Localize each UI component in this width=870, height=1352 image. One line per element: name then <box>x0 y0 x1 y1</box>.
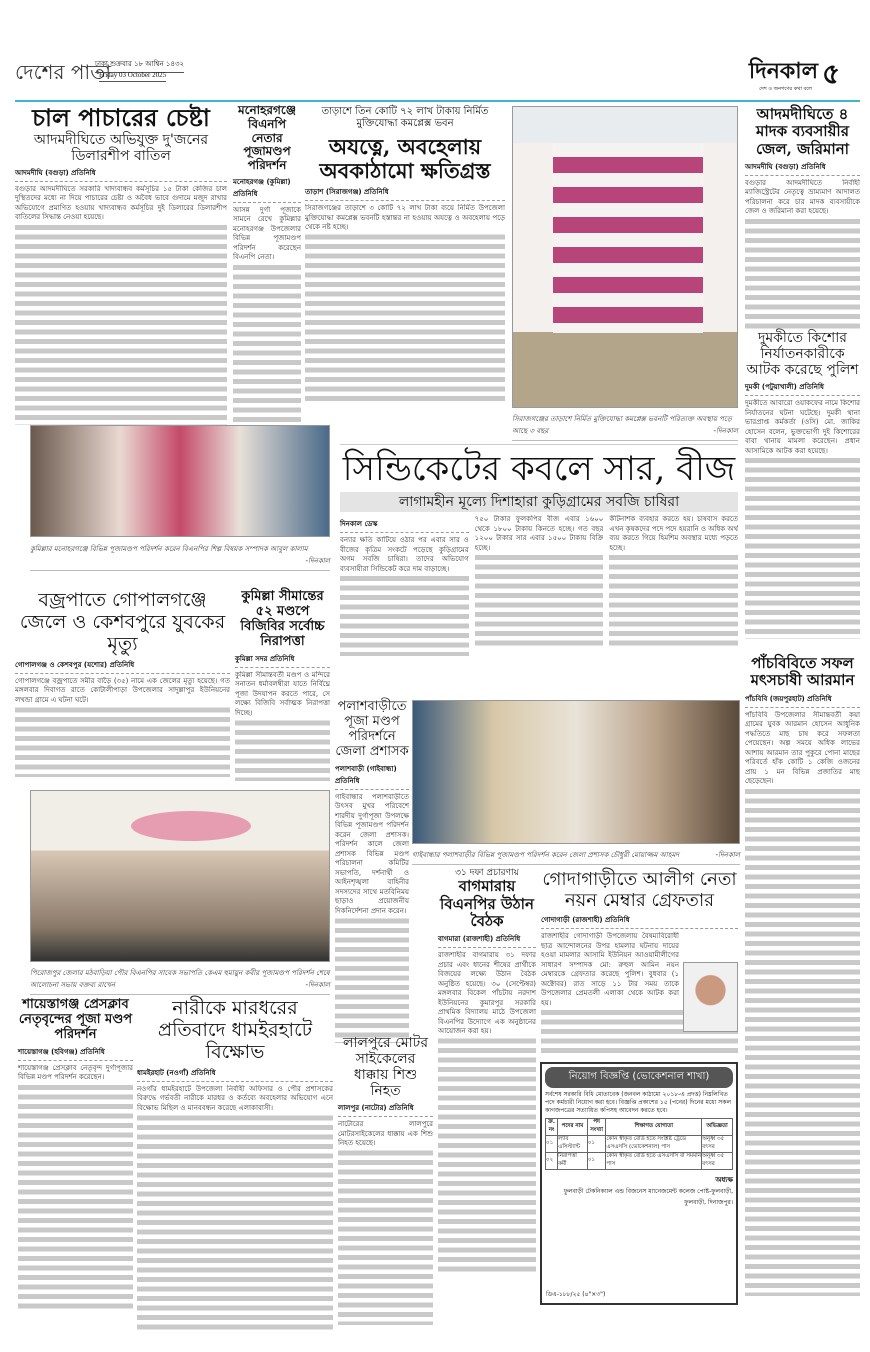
photo-palashbari-visit <box>412 700 740 844</box>
newspaper-logo: দিনকাল <box>748 58 818 84</box>
headline: সিন্ডিকেটের কবলে সার, বীজ <box>342 449 736 489</box>
article-body: ৭৫০ টাকার ফুলকপির বীজ এবার ১৬০০ থেকে ১৮০০ টাকায় কিনতে হচ্ছে। গত বছর ১২০০ টাকার সার এবার ১৫০০ টাকায় বিক্রি হচ্ছে। <box>474 515 604 552</box>
headline: বজ্রপাতে গোপালগঞ্জে জেলে ও কেশবপুরে যুবকের মৃত্যু <box>19 589 226 655</box>
notice-table: ক্র. নং পদের নাম পদ সংখ্যা শিক্ষাগত যোগ্যতা অভিজ্ঞতা ০১ ল্যাব এসিস্ট্যান্ট ০১ কোন স্বীকৃত বোর্ড হতে সংশ্লিষ্ট ট্রেডে এসএসসি (ভোকেশনাল) পাস অনূর্ধ্ব ৩৫ বৎসর ০২ নিরাপত্তা কর্মী ০১ কোন স্বীকৃত বোর্ড হতে এসএসসি বা সমমান পাস অনূর্ধ্ব ৩৫ বৎসর <box>545 1118 733 1170</box>
article-body: নওগাঁর ধামইরহাটে উপজেলা নির্বাহী অফিসার ও পৌর প্রশাসকের বিরুদ্ধে গর্ভবতী নারীকে মারধর ও কর্তব্যে অবহেলার অভিযোগ এনে বিক্ষোভ মিছিল ও মানববন্ধন করেছে এলাকাবাসী। <box>137 1084 333 1112</box>
article-cumilla-bgb <box>235 590 330 781</box>
date-bangla: ঢাকা শুক্রবার ১৮ আশ্বিন ১৪৩২ <box>95 58 184 73</box>
article-palashbari <box>335 700 409 1043</box>
page-number: ৫ <box>822 57 841 90</box>
date-english: Friday 03 October 2025 <box>99 71 166 82</box>
notice-ref: ডিএ-১৮৮/২৫ (৪"×৩") <box>546 1291 606 1298</box>
byline: দুমকী (পটুয়াখালী) প্রতিনিধি <box>745 381 860 396</box>
article-body: শায়েস্তাগঞ্জ প্রেসক্লাব নেতৃবৃন্দ দুর্গাপূজার বিভিন্ন মণ্ডপ পরিদর্শন করেছেন। <box>18 1063 133 1082</box>
headline: বাগমারায় বিএনপির উঠান বৈঠক <box>440 877 534 930</box>
article-syndicate <box>340 450 738 656</box>
article-dumki <box>745 330 860 639</box>
photo-manoharganj-visit <box>30 425 330 537</box>
article-drug-dealers <box>745 106 860 329</box>
headline: মনোহরগঞ্জে বিএনপি নেতার পূজামণ্ডপ পরিদর্শন <box>238 103 296 173</box>
article-body: গাইবান্ধার পলাশবাড়ীতে উৎসব মুখর পরিবেশে শারদীয় দুর্গাপূজা উপলক্ষে বিভিন্ন পূজামণ্ডপ পরিদর্শন করেন জেলা প্রশাসক। পরিদর্শন কালে জেলা প্রশাসক বিভিন্ন মণ্ডপ পরিচালনা কমিটির সভাপতি, দর্শনার্থী ও আইনশৃঙ্খলা বাহিনীর সদস্যদের সাথে মতবিনিময় ছাড়াও প্রয়োজনীয় দিকনির্দেশনা প্রদান করেন। <box>335 792 409 915</box>
article-shayestaganj <box>18 998 133 1309</box>
photo-caption: কুমিল্লার মনোহরগঞ্জে বিভিন্ন পূজামণ্ডপ পরিদর্শন করেন বিএনপির শিল্প বিষয়ক সম্পাদক আবুল কালাম -দিনকাল <box>30 540 330 571</box>
photo-caption: সিরাজগঞ্জের তাড়াশে নির্মিত মুক্তিযোদ্ধা কমপ্লেক্স ভবনটি পরিত্যক্ত অবস্থায় পড়ে আছে ৩ বছর -দিনকাল <box>512 410 738 441</box>
article-body: সিরাজগঞ্জের তাড়াশে ৩ কোটি ৭২ লাখ টাকা ব্যয়ে নির্মিত উপজেলা মুক্তিযোদ্ধা কমপ্লেক্স ভবনটি হস্তান্তর না হওয়ায় অযত্নে ও অবহেলায় পড়ে থেকে নষ্ট হচ্ছে। <box>305 204 505 232</box>
article-body: বন্যার ক্ষতি কাটিয়ে ওঠার পর এবার সার ও বীজের কৃত্রিম সংকটে পড়েছে কুড়িগ্রামের অগম সবজি চাষিরা। তাদের অভিযোগ ব্যবসায়ীরা সিন্ডিকেট করে দাম বাড়াচ্ছে। <box>340 536 469 573</box>
article-body: কুমিল্লা সীমান্তবর্তী মণ্ডপ ও মন্দিরে সনাতন ধর্মাবলম্বীরা যাতে নির্বিঘ্নে পূজা উদযাপন করতে পারে, সে লক্ষ্যে বিজিবি সর্বাত্মক নিরাপত্তা দিচ্ছে। <box>235 670 330 717</box>
byline: দিনকাল ডেস্ক <box>340 518 469 533</box>
notice-title: নিয়োগ বিজ্ঞপ্তি (ভোকেশনাল শাখা) <box>545 1067 733 1088</box>
headline: দুমকীতে কিশোর নির্যাতনকারীকে আটক করেছে পুলিশ <box>746 330 859 379</box>
byline: পাঁচবিবি (জয়পুরহাট) প্রতিনিধি <box>745 693 860 708</box>
headline: কুমিল্লা সীমান্তের ৫২ মণ্ডপে বিজিবির সর্বোচ্চ নিরাপত্তা <box>240 589 325 649</box>
article-lalpur <box>338 1035 433 1325</box>
byline: মনোহরগঞ্জ (কুমিল্লা) প্রতিনিধি <box>233 176 301 203</box>
byline: কুমিল্লা সদর প্রতিনিধি <box>235 653 330 668</box>
article-godagari <box>541 870 738 1057</box>
photo-arrested-person <box>683 962 738 1032</box>
byline: তাড়াশ (সিরাজগঞ্জ) প্রতিনিধি <box>305 186 505 201</box>
header-rule <box>15 100 860 102</box>
signatory: ফুলবাড়ী টেকনিক্যাল এন্ড বিজনেস ম্যানেজমেন্ট কলেজ পোষ্ট-ফুলবাড়ী, ফুলবাড়ী, দিনাজপুর। <box>563 1188 733 1206</box>
section-title: দেশের পাতা <box>15 60 112 84</box>
photo-caption: পিরোজপুর জেলার মঠবাড়িয়া পৌর বিএনপির সাবেক সভাপতি কেএম হুমায়ুন কবীর পূজামণ্ডপ পরিদর্শন শেষে আলোচনা সভায় বক্তব্য রাখেন -দিনকাল <box>30 964 330 995</box>
article-body: রাজশাহীর গোদাগাড়ী উপজেলায় বৈষম্যবিরোধী ছাত্র আন্দোলনের উপর হামলার ঘটনায় দায়ের হওয়া মামলার আসামি ইউনিয়ন আওয়ামীলীগের সাধারণ সম্পাদক মো: রুহুল আমিন নয়ন মেম্বারকে গ্রেফতার করেছে পুলিশ। বুধবার (১ অক্টোবর) রাত সাড়ে ১১ টার সময় তাকে উপজেলার প্রেমতলী এলাকা থেকে আটক করা হয়। <box>541 932 738 1008</box>
byline: পলাশবাড়ী (গাইবান্ধা) প্রতিনিধি <box>335 763 409 790</box>
byline: আদমদীঘি (বগুড়া) প্রতিনিধি <box>15 167 227 182</box>
job-notice <box>540 1062 738 1305</box>
article-fish-farmer <box>745 655 860 1296</box>
article-dhamoirhat <box>137 998 333 1330</box>
article-bagmara <box>438 868 536 1276</box>
byline: গোপালগঞ্জ ও কেশবপুর (যশোর) প্রতিনিধি <box>15 659 230 674</box>
article-body: আসন্ন দুর্গা পূজাকে সামনে রেখে কুমিল্লার মনোহরগঞ্জ উপজেলার বিভিন্ন পূজামণ্ডপ পরিদর্শন করেছেন বিএনপি নেতা। <box>233 205 301 262</box>
article-body: রাজশাহীর বাগমারায় ৩১ দফার প্রচার এবং ধানের শীষের প্রার্থীকে বিজয়ের লক্ষ্যে উঠান বৈঠক অনুষ্ঠিত হয়েছে। ৩০ (সেপ্টেম্বর) মঙ্গলবার বিকেল পাঁচটায় নরদাশ ইউনিয়নের কুমারপুর সরকারি প্রাথমিক বিদ্যালয় মাঠে উপজেলা বিএনপির উদ্যোগে এক অনুষ্ঠানের আয়োজন করা হয়। <box>438 951 536 1036</box>
table-row: ০২ নিরাপত্তা কর্মী ০১ কোন স্বীকৃত বোর্ড হতে এসএসসি বা সমমান পাস অনূর্ধ্ব ৩৫ বৎসর <box>546 1153 733 1170</box>
byline: শায়েস্তাগঞ্জ (হবিগঞ্জ) প্রতিনিধি <box>18 1046 133 1061</box>
article-body: কীটনাশক ব্যবহার করতে হয়। চাষবাস করতে এখন কৃষকদের পদে পদে হয়রানি ও অধিক অর্থ ব্যয় করতে গিয়ে হিমশিম অবস্থার মধ্যে পড়তে হচ্ছে। <box>609 515 739 552</box>
article-lightning <box>15 590 230 777</box>
article-tarash <box>305 106 505 404</box>
headline: আদমদীঘিতে ৪ মাদক ব্যবসায়ীর জেল, জরিমানা <box>755 105 850 158</box>
article-body: দুমকীতে আবারো ওয়াকফের নামে কিশোর নির্যাতনের ঘটনা ঘটেছে। দুমকী থানা ভারপ্রাপ্ত কর্মকর্তা (ওসি) মো. জাকির হোসেন বলেন, ভুক্তভোগী দুই কিশোরের বাবা থানায় মামলা করেছেন। প্রধান আসামিকে আটক করা হয়েছে। <box>745 399 860 455</box>
kicker: ৩১ দফা প্রচারণায় <box>455 868 519 878</box>
article-body: পাঁচবিবি উপজেলার সীমান্তবর্তী কয়া গ্রামের যুবক আরমান হোসেন আধুনিক পদ্ধতিতে মাছ চাষ করে সফলতা পেয়েছেন। অল্প সময়ে অধিক লাভের আশায় আরমান তার পুকুরে পোনা মাছের পরিবর্তে হাঁক কোটি ১ কেজি ওজনের প্রায় ১ মন বিভিন্ন প্রজাতির মাছ ছেড়েছেন। <box>745 710 860 785</box>
article-body: বগুড়ার আদমদীঘিতে নির্বাহী ম্যাজিস্ট্রেটের নেতৃত্বে ভ্রাম্যমাণ আদালত পরিচালনা করে চার মাদক ব্যবসায়ীকে জেল ও জরিমানা করা হয়েছে। <box>745 178 860 216</box>
byline: লালপুর (নাটোর) প্রতিনিধি <box>338 1102 433 1117</box>
photo-caption: গাইবান্ধার পলাশবাড়ীর বিভিন্ন পূজামণ্ডপ পরিদর্শন করেন জেলা প্রশাসক চৌধুরী মোয়াজ্জম আহমদ -দিনকাল <box>412 846 740 865</box>
article-body: নাটোরের লালপুরে মোটরসাইকেলের ধাক্কায় এক শিশু নিহত হয়েছে। <box>338 1120 433 1148</box>
article-body: গোপালগঞ্জে বজ্রপাতে সমীর বাড়ৈ (৩৫) নামে এক জেলের মৃত্যু হয়েছে। গত মঙ্গলবার দিবাগত রাতে কোটালীপাড়া উপজেলার সাদুল্লাপুর ইউনিয়নের লখন্ডা গ্রামে এ ঘটনা ঘটে। <box>15 676 230 704</box>
photo-pirojpur-speech <box>30 790 330 962</box>
headline: নারীকে মারধরের প্রতিবাদে ধামইরহাটে বিক্ষোভ <box>157 997 313 1063</box>
logo-tagline: দেশ ও জনগণের কথা বলে <box>759 86 812 92</box>
subheadline: লাগামহীন মূল্যে দিশাহারা কুড়িগ্রামের সবজি চাষিরা <box>340 492 738 512</box>
signatory-title: অধ্যক্ষ <box>715 1176 733 1184</box>
subheadline: আদমদীঘিতে অভিযুক্ত দু'জনের ডিলারশীপ বাতিল <box>33 131 209 164</box>
byline: গোদাগাড়ী (রাজশাহী) প্রতিনিধি <box>541 914 738 929</box>
photo-muktijoddha-complex <box>512 106 738 408</box>
headline: পাঁচবিবিতে সফল মৎসচাষী আরমান <box>750 654 855 690</box>
headline: গোদাগাড়ীতে আলীগ নেতা নয়ন মেম্বার গ্রেফতার <box>542 869 737 911</box>
byline: বাগমারা (রাজশাহী) প্রতিনিধি <box>438 933 536 948</box>
kicker: তাড়াশে তিন কোটি ৭২ লাখ টাকায় নির্মিত মুক্তিযোদ্ধা কমপ্লেক্স ভবন <box>321 106 489 129</box>
byline: ধামইরহাট (নওগাঁ) প্রতিনিধি <box>137 1067 333 1082</box>
headline: চাল পাচারের চেষ্টা <box>32 103 210 132</box>
headline: পলাশবাড়ীতে পূজা মণ্ডপ পরিদর্শনে জেলা প্রশাসক <box>335 699 409 759</box>
article-body: বগুড়ার আদমদীঘিতে সরকারি খাদ্যবান্ধব কর্মসূচির ১৫ টাকা কেজির চাল দুস্থিতদের মধ্যে না দিয়ে পাচারের চেষ্টা ও অবৈধ ভাবে গুদামে মজুদ রাখার অভিযোগে প্রমাণিত হওয়ায় খাদ্যবান্ধব কর্মসূচির দুই ডিলারের ডিলারশীপ বাতিলের সিদ্ধান্ত নেওয়া হয়েছে। <box>15 184 227 222</box>
byline: আদমদীঘি (বগুড়া) প্রতিনিধি <box>745 161 860 176</box>
headline: লালপুরে মোটর সাইকেলের ধাক্কায় শিশু নিহত <box>342 1035 429 1100</box>
headline: অযত্নে, অবহেলায় অবকাঠামো ক্ষতিগ্রস্ত <box>319 134 491 184</box>
headline: শায়েস্তাগঞ্জ প্রেসক্লাব নেতৃবৃন্দের পূজা মণ্ডপ পরিদর্শন <box>18 997 133 1042</box>
table-row: ০১ ল্যাব এসিস্ট্যান্ট ০১ কোন স্বীকৃত বোর্ড হতে সংশ্লিষ্ট ট্রেডে এসএসসি (ভোকেশনাল) পাস অনূর্ধ্ব ৩৫ বৎসর <box>546 1136 733 1153</box>
notice-intro: সর্বশেষ সরকারি বিধি মোতাবেক (জনবল কাঠামো ২০১৮-এ প্রদত্ত) নিম্নলিখিত পদে কর্মচারী নিয়োগ করা হবে। বিজ্ঞপ্তি প্রকাশের ১৫ (পনের) দিনের মধ্যে সকল কাগজপত্রের সত্যায়িত কপিসহ আবেদন করতে হবে। <box>545 1091 731 1114</box>
divider <box>340 444 738 445</box>
article-rice-smuggling <box>15 104 227 425</box>
article-manoharganj <box>233 104 301 436</box>
